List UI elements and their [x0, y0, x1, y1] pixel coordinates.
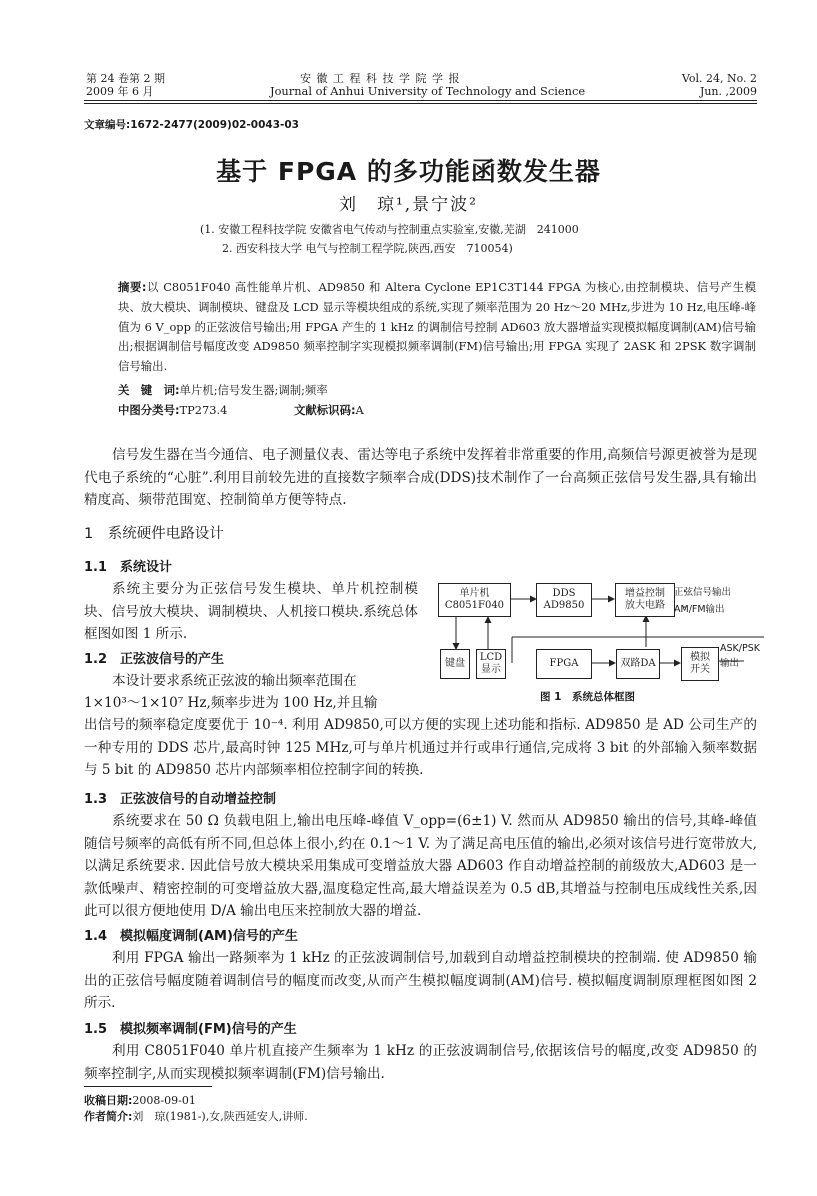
keywords-label: 关 键 词: — [118, 383, 180, 397]
intro-paragraph: 信号发生器在当今通信、电子测量仪表、雷达等电子系统中发挥着非常重要的作用,高频信号源更被誉为是现代电子系统的“心脏”.利用目前较先进的直接数字频率合成(DDS)技术制作了一台高频正弦信号发生器,具有输出精度高、频带范围宽、控制简单方便等特点. — [84, 447, 757, 508]
keypad-box — [440, 649, 470, 679]
section-1-1-heading: 1.1 系统设计 — [84, 560, 173, 575]
authors: 刘 琼¹,景宁波² — [338, 195, 479, 215]
clc-label: 中图分类号: — [118, 403, 180, 417]
footnote-rule — [84, 1086, 212, 1087]
section-1-3-heading: 1.3 正弦波信号的自动增益控制 — [84, 792, 277, 807]
dds-box — [536, 583, 592, 617]
author-bio — [84, 1108, 308, 1124]
journal-cn: 安 徽 工 程 科 技 学 院 学 报 — [300, 72, 461, 85]
mcu-box — [438, 583, 511, 617]
out-askpsk-label: ASK/PSK — [720, 643, 760, 654]
date-en: Jun. ,2009 — [699, 85, 757, 98]
journal-en: Journal of Anhui University of Technology and Science — [270, 84, 586, 98]
affiliation-1: (1. 安徽工程科技学院 安徽省电气传动与控制重点实验室,安徽,芜湖 241000 — [200, 223, 579, 236]
clc-text: TP273.4 — [179, 403, 228, 417]
section-1-1-text: 系统主要分为正弦信号发生模块、单片机控制模块、信号放大模块、调制模块、人机接口模块.系统总体框图如图 1 所示. — [84, 581, 418, 642]
analog-switch-box — [681, 647, 719, 681]
section-1-2-text-c: 出信号的频率稳定度要优于 10⁻⁴. 利用 AD9850,可以方便的实现上述功能和指标. AD9850 是 AD 公司生产的一种专用的 DDS 芯片,最高时钟 125 MHz,可与单片机通过并行或串行通信,完成将 3 bit 的外部输入频率数据与 5 bit 的 AD9850 芯片内部频率相位控制字间的转换. — [84, 717, 757, 778]
abstract — [118, 278, 756, 377]
lcd-label-1: LCD — [479, 652, 503, 663]
page-title: 基于 FPGA 的多功能函数发生器 — [216, 157, 601, 186]
dac-box — [616, 649, 660, 679]
section-1-2-text-b: 1×10³～1×10⁷ Hz,频率步进为 100 Hz,并且输 — [84, 695, 378, 711]
header-rule-1 — [84, 100, 757, 101]
clc — [118, 403, 227, 418]
out-sine-label: 正弦信号输出 — [674, 587, 732, 598]
header-rule-2 — [84, 103, 757, 104]
mcu-label-2: C8051F040 — [444, 600, 505, 611]
abstract-label: 摘要: — [118, 280, 147, 294]
section-1-5-text: 利用 C8051F040 单片机直接产生频率为 1 kHz 的正弦波调制信号,依据该信号的幅度,改变 AD9850 的频率控制字,从而实现模拟频率调制(FM)信号输出. — [84, 1043, 757, 1082]
volume-en: Vol. 24, No. 2 — [681, 72, 757, 85]
fpga-label: FPGA — [549, 658, 579, 669]
date-cn: 2009 年 6 月 — [86, 85, 154, 98]
dds-label-2: AD9850 — [543, 600, 585, 611]
figure-1 — [434, 577, 764, 707]
gain-label-2: 放大电路 — [625, 600, 665, 611]
mcu-label-1: 单片机 — [459, 588, 490, 599]
keywords-text: 单片机;信号发生器;调制;频率 — [179, 383, 328, 397]
out-amfm-label: AM/FM输出 — [674, 604, 725, 615]
abstract-text: 以 C8051F040 高性能单片机、AD9850 和 Altera Cyclone EP1C3T144 FPGA 为核心,由控制模块、信号产生模块、放大模块、调制模块、键盘及 LCD 显示等模块组成的系统,实现了频率范围为 20 Hz～20 MHz,步进为 10 Hz,电压峰-峰值为 6 V_opp 的正弦波信号输出;用 FPGA 产生的 1 kHz 的调制信号控制 AD603 放大器增益实现模拟幅度调制(AM)信号输出;根据调制信号幅度改变 AD9850 频率控制字实现模拟频率调制(FM)信号输出;用 FPGA 实现了 2ASK 和 2PSK 数字调制信号输出. — [118, 280, 756, 374]
switch-label-1: 模拟 — [690, 652, 710, 663]
affiliation-2: 2. 西安科技大学 电气与控制工程学院,陕西,西安 710054) — [222, 242, 513, 255]
section-1-4-heading: 1.4 模拟幅度调制(AM)信号的产生 — [84, 929, 298, 944]
author-bio-label: 作者简介: — [84, 1110, 133, 1123]
article-number: 文章编号:1672-2477(2009)02-0043-03 — [84, 119, 299, 131]
gain-amp-box — [615, 583, 675, 617]
figure-1-caption: 图 1 系统总体框图 — [540, 691, 635, 703]
lcd-label-2: 显示 — [481, 664, 501, 675]
out-label: 输出 — [720, 658, 740, 669]
doc-code-text: A — [355, 403, 364, 417]
section-1-2-text-a: 本设计要求系统正弦波的输出频率范围在 — [112, 673, 357, 689]
section-1-4-text: 利用 FPGA 输出一路频率为 1 kHz 的正弦波调制信号,加载到自动增益控制模块的控制端. 使 AD9850 输出的正弦信号幅度随着调制信号的幅度而改变,从而产生模拟幅度调制(AM)信号. 模拟幅度调制原理框图如图 2 所示. — [84, 950, 757, 1011]
switch-label-2: 开关 — [690, 664, 710, 675]
keywords — [118, 383, 328, 398]
dac-label: 双路DA — [620, 658, 656, 669]
dds-label-1: DDS — [552, 588, 576, 599]
received-text: 2008-09-01 — [132, 1094, 196, 1107]
section-1-3-text: 系统要求在 50 Ω 负载电阻上,输出电压峰-峰值 V_opp=(6±1) V. 然而从 AD9850 输出的信号,其峰-峰值随信号频率的高低有所不同,但总体上很小,约在 0.1～1 V. 为了满足高电压值的输出,必须对该信号进行宽带放大,以满足系统要求. 因此信号放大模块采用集成可变增益放大器 AD603 作自动增益控制的前级放大,AD603 是一款低噪声、精密控制的可变增益放大器,温度稳定性高,最大增益误差为 0.5 dB,其增益与控制电压成线性关系,因此可以很方便地使用 D/A 输出电压来控制放大器的增益. — [84, 813, 757, 919]
section-1-5-heading: 1.5 模拟频率调制(FM)信号的产生 — [84, 1022, 297, 1037]
doc-code-label: 文献标识码: — [294, 403, 356, 417]
fpga-box — [536, 649, 592, 679]
section-1-2-heading: 1.2 正弦波信号的产生 — [84, 652, 225, 667]
volume-cn: 第 24 卷第 2 期 — [86, 72, 165, 85]
keypad-label: 键盘 — [445, 658, 465, 669]
received-date — [84, 1092, 196, 1108]
lcd-box — [476, 649, 506, 679]
gain-label-1: 增益控制 — [625, 588, 665, 599]
section-1-heading: 1 系统硬件电路设计 — [84, 526, 224, 542]
doc-code — [294, 403, 364, 418]
author-bio-text: 刘 琼(1981-),女,陕西延安人,讲师. — [132, 1110, 308, 1123]
received-label: 收稿日期: — [84, 1094, 133, 1107]
